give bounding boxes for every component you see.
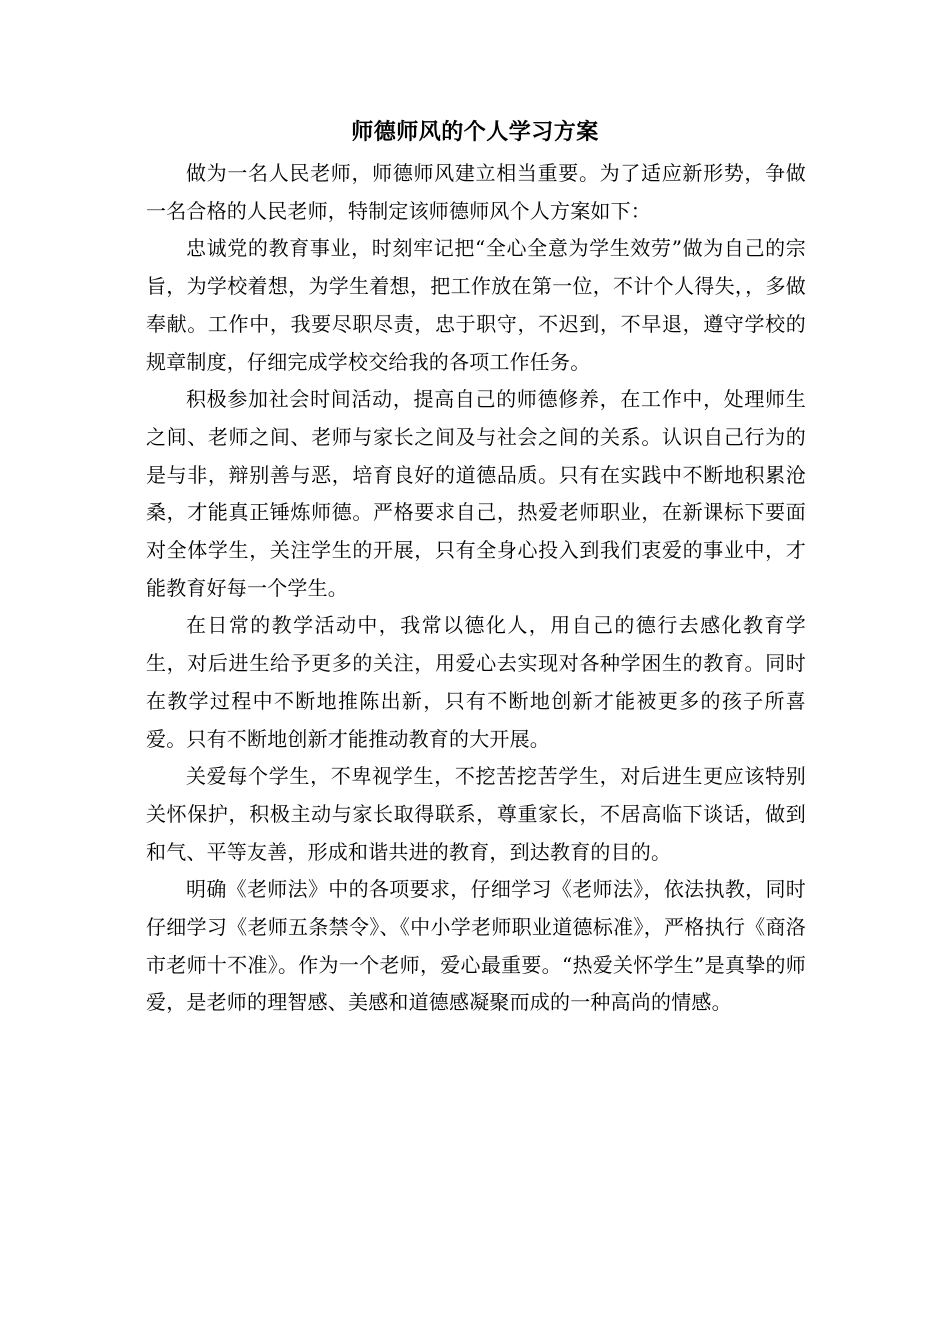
paragraph-care: 关爱每个学生，不卑视学生，不挖苦挖苦学生，对后进生更应该特别关怀保护，积极主动与家长取得联系，尊重家长，不居高临下谈话，做到和气、平等友善，形成和谐共进的教育，到达教育的目的。: [146, 764, 806, 864]
paragraph-intro: 做为一名人民老师，师德师风建立相当重要。为了适应新形势，争做一名合格的人民老师，特制定该师德师风个人方案如下：: [146, 161, 806, 223]
paragraph-loyalty: 忠诚党的教育事业，时刻牢记把“全心全意为学生效劳”做为自己的宗旨，为学校着想，为学生着想，把工作放在第一位，不计个人得失，，多做奉献。工作中，我要尽职尽责，忠于职守，不迟到，不早退，遵守学校的规章制度，仔细完成学校交给我的各项工作任务。: [146, 236, 806, 374]
paragraph-practice: 积极参加社会时间活动，提高自己的师德修养，在工作中，处理师生之间、老师之间、老师与家长之间及与社会之间的关系。认识自己行为的是与非，辩别善与恶，培育良好的道德品质。只有在实践中不断地积累沧桑，才能真正锤炼师德。严格要求自己，热爱老师职业，在新课标下要面对全体学生，关注学生的开展，只有全身心投入到我们衷爱的事业中，才能教育好每一个学生。: [146, 387, 806, 600]
paragraph-law: 明确《老师法》中的各项要求，仔细学习《老师法》，依法执教，同时仔细学习《老师五条禁令》、《中小学老师职业道德标准》，严格执行《商洛市老师十不准》。作为一个老师，爱心最重要。“热爱关怀学生”是真挚的师爱，是老师的理智感、美感和道德感凝聚而成的一种高尚的情感。: [146, 877, 806, 1015]
document-body: [146, 155, 806, 1022]
paragraph-teaching: 在日常的教学活动中，我常以德化人，用自己的德行去感化教育学生，对后进生给予更多的关注，用爱心去实现对各种学困生的教育。同时在教学过程中不断地推陈出新，只有不断地创新才能被更多的孩子所喜爱。只有不断地创新才能推动教育的大开展。: [146, 613, 806, 751]
document-title: 师德师风的个人学习方案: [351, 119, 599, 145]
